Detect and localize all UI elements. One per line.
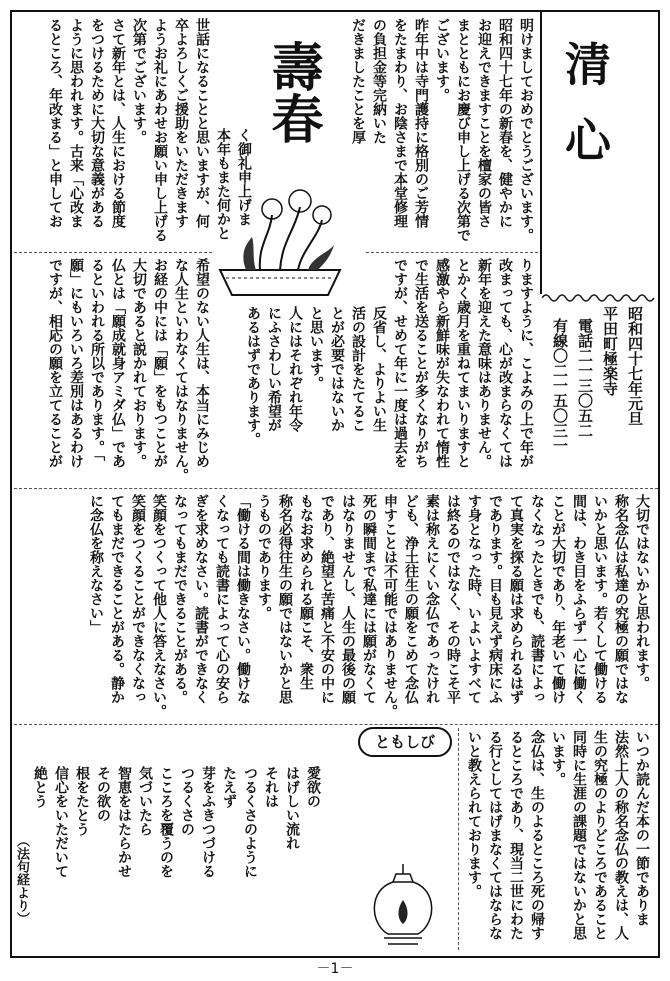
article3-line: 笑顔をつくって他人に答えなさい。 xyxy=(151,494,167,718)
article2-line: 反省し、よりよい生 xyxy=(371,306,387,432)
section-divider xyxy=(14,488,658,489)
article2-line: と思います。 xyxy=(308,306,324,390)
article2-line: ですが、せめて年に一度は過去を xyxy=(392,258,408,468)
article3-line: 笑顔をつくることができなくなっ xyxy=(130,494,146,704)
article1-line: 卒よろしくご援助をいただきます xyxy=(173,18,189,228)
article1-line: 本年もまた何かと xyxy=(215,128,231,240)
oil-lamp-icon xyxy=(358,860,448,950)
article3-line: てもまだできることがある。静か xyxy=(109,494,125,704)
section-divider xyxy=(14,724,658,725)
article1-line: 世話になることと思いますが、何 xyxy=(194,18,210,228)
article3-line: に念仏を称えなさい」 xyxy=(88,494,104,634)
article1-line: の負担金等完納いた xyxy=(371,18,387,144)
article3-line: もなお求められる願こそ、衆生 xyxy=(298,494,314,690)
poem-line: はげしい流れ xyxy=(284,766,300,850)
article4-line: る行としてはげまなくてはならな xyxy=(487,730,503,940)
article3-line: ことが大切であり、年老いて働け xyxy=(550,494,566,704)
new-year-heading: 壽春 xyxy=(262,40,323,144)
article1-line: 明けましておめでとうございます。 xyxy=(518,18,534,242)
article2-line: あるはずであります。 xyxy=(245,306,261,446)
article1-line: 昭和四十七年の新春を、健やかに xyxy=(497,18,513,228)
article3-line: は終るのではなく、その時こそ平 xyxy=(445,494,461,704)
article1-line: まとともにお慶び申し上げる次第で xyxy=(455,18,471,242)
article3-line: 大切ではないかと思われます。 xyxy=(634,494,650,690)
article3-line: いかと思います。若くして働ける xyxy=(592,494,608,704)
article3-line: ども、浄土往生の願をこめて念仏 xyxy=(403,494,419,704)
article1-line: ようお礼にあわせお願い申し上げる xyxy=(152,18,168,242)
article2-line: 希望のない人生は、本当にみじめ xyxy=(194,258,210,468)
page-number: －1－ xyxy=(316,961,354,977)
poem-line: それは xyxy=(263,766,279,808)
article1-line: ございます。 xyxy=(434,18,450,102)
article2-line: で生活を送ることが多くなりがち xyxy=(413,258,429,468)
article3-line: くなっても読書によって心の安ら xyxy=(214,494,230,704)
article4-line: 生の究極のよりどころであること xyxy=(592,730,608,940)
article3-line: 申すことは不可能ではありません。 xyxy=(382,494,398,718)
poem-line: 芽をふきつづける xyxy=(200,766,216,878)
article4-line: 法然上人の称名念仏の教えは、人 xyxy=(613,730,629,940)
wave-divider xyxy=(542,292,658,304)
poem-line: 根をたとう xyxy=(74,766,90,836)
article4-line: います。 xyxy=(550,730,566,786)
article1-line: く御礼申上げま xyxy=(236,128,252,226)
poem-line: 信心をいただいて xyxy=(53,766,69,878)
poem-line: その欲の xyxy=(95,766,111,822)
temple-name: 平田町極楽寺 xyxy=(601,306,619,396)
article2-line: 人にはそれぞれ年令 xyxy=(287,306,303,432)
article4-line: いと教えられております。 xyxy=(466,730,482,898)
article2-line: お経の中には「願」をもつことが xyxy=(152,258,168,468)
article2-line: ですが、相応の願を立てることが xyxy=(47,258,63,468)
article2-line: 大切であると説かれております。 xyxy=(131,258,147,468)
article2-line: るといわれる所以であります。「 xyxy=(89,258,105,461)
tomoshibi-badge: ともしび xyxy=(358,727,452,757)
article4-line: 同時に生涯の課題ではないかと思 xyxy=(571,730,587,940)
article3-line: ぎを求めなさい。読書ができなく xyxy=(193,494,209,704)
article3-line: 称名念仏は私達の究極の願ではな xyxy=(613,494,629,704)
article1-line: だきましたことを厚 xyxy=(350,18,366,144)
article2-line: 新年を迎えた意味はありません。 xyxy=(476,258,492,468)
article1-line: ように思われます。古来「心改ま xyxy=(68,18,84,228)
article1-line: をつけるために大切な意義がある xyxy=(89,18,105,228)
article1-line: 次第でございます。 xyxy=(131,18,147,144)
article3-line: であり、絶望と苦痛と不安の中に xyxy=(319,494,335,704)
article3-line: 称名必得往生の願ではないかと思 xyxy=(277,494,293,704)
article2-line: 仏とは「願成就身アミダ仏」であ xyxy=(110,258,126,468)
poem-line: 気づいたら xyxy=(137,766,153,836)
article3-line: 「働ける間は働きなさい。働けな xyxy=(235,494,251,704)
article3-line: 間は、わき目をふらず一心に働く xyxy=(571,494,587,704)
article3-line: はなりませんし、人生の最後の願 xyxy=(340,494,356,704)
article1-line: さて新年とは、人生における節度 xyxy=(110,18,126,228)
article4-line: るところであり、現当二世にわた xyxy=(508,730,524,940)
article2-line: な人生といわなくてはなりません。 xyxy=(173,258,189,482)
article2-line: 願」にもいろいろ差別はあるわけ xyxy=(68,258,84,468)
wire-number: 有線〇二一五〇三一 xyxy=(551,318,569,453)
phone-number: 電話二一三〇五二 xyxy=(576,318,594,438)
article2-line: 活の設計をたてるこ xyxy=(350,306,366,432)
section-divider xyxy=(14,252,212,253)
issue-date: 昭和四十七年元旦 xyxy=(626,306,644,426)
poem-line: こころを覆うのを xyxy=(158,766,174,878)
article1-line: 昨年中は寺門護持に格別のご芳情 xyxy=(413,18,429,228)
poem-source: （法句経より） xyxy=(14,834,29,925)
article2-line: 感激やら新鮮味が失なわれて惰性 xyxy=(434,258,450,468)
article1-line: をたまわり、お陰さまで本堂修理 xyxy=(392,18,408,228)
section-divider xyxy=(366,252,538,253)
poem-line: 智恵をはたらかせ xyxy=(116,766,132,878)
article2-line: 改まっても、心が改まらなくては xyxy=(497,258,513,468)
article1-line: お迎えできますことを檀家の皆さ xyxy=(476,18,492,228)
article4-line: いつか読んだ本の一節でありま xyxy=(634,730,650,926)
poem-line: 絶とう xyxy=(32,766,48,808)
poem-line: たえず xyxy=(221,766,237,808)
article2-line: とが必要ではないか xyxy=(329,306,345,432)
newsletter-title: 清心 xyxy=(558,40,612,192)
article2-line: りますように、こよみの上で年が xyxy=(518,258,534,468)
article3-line: なくなったときでも、読書によっ xyxy=(529,494,545,704)
article3-line: 素は称えにくい念仏であったけれ xyxy=(424,494,440,704)
article2-line: にふさわしい希望が xyxy=(266,306,282,432)
article2-line: とかく歳月を重ねてまいりますと xyxy=(455,258,471,468)
article3-line: うものであります。 xyxy=(256,494,272,620)
article1-line: るところ、年改まる」と申してお xyxy=(47,18,63,228)
article3-line: て真実を探る願は求められるはず xyxy=(508,494,524,704)
article3-line: なってもまだできることがある。 xyxy=(172,494,188,704)
article3-line: 死の瞬間まで私達には願がなくて xyxy=(361,494,377,704)
article3-line: であります。目も見えず病床にふ xyxy=(487,494,503,704)
poem-line: 愛欲の xyxy=(305,766,321,808)
article3-line: す身となった時、いよいよすべて xyxy=(466,494,482,704)
poem-line: つるくさのように xyxy=(242,766,258,878)
poem-line: つるくさの xyxy=(179,766,195,836)
article4-line: 念仏は、生のよるところ死の帰す xyxy=(529,730,545,940)
column-divider xyxy=(458,728,459,950)
